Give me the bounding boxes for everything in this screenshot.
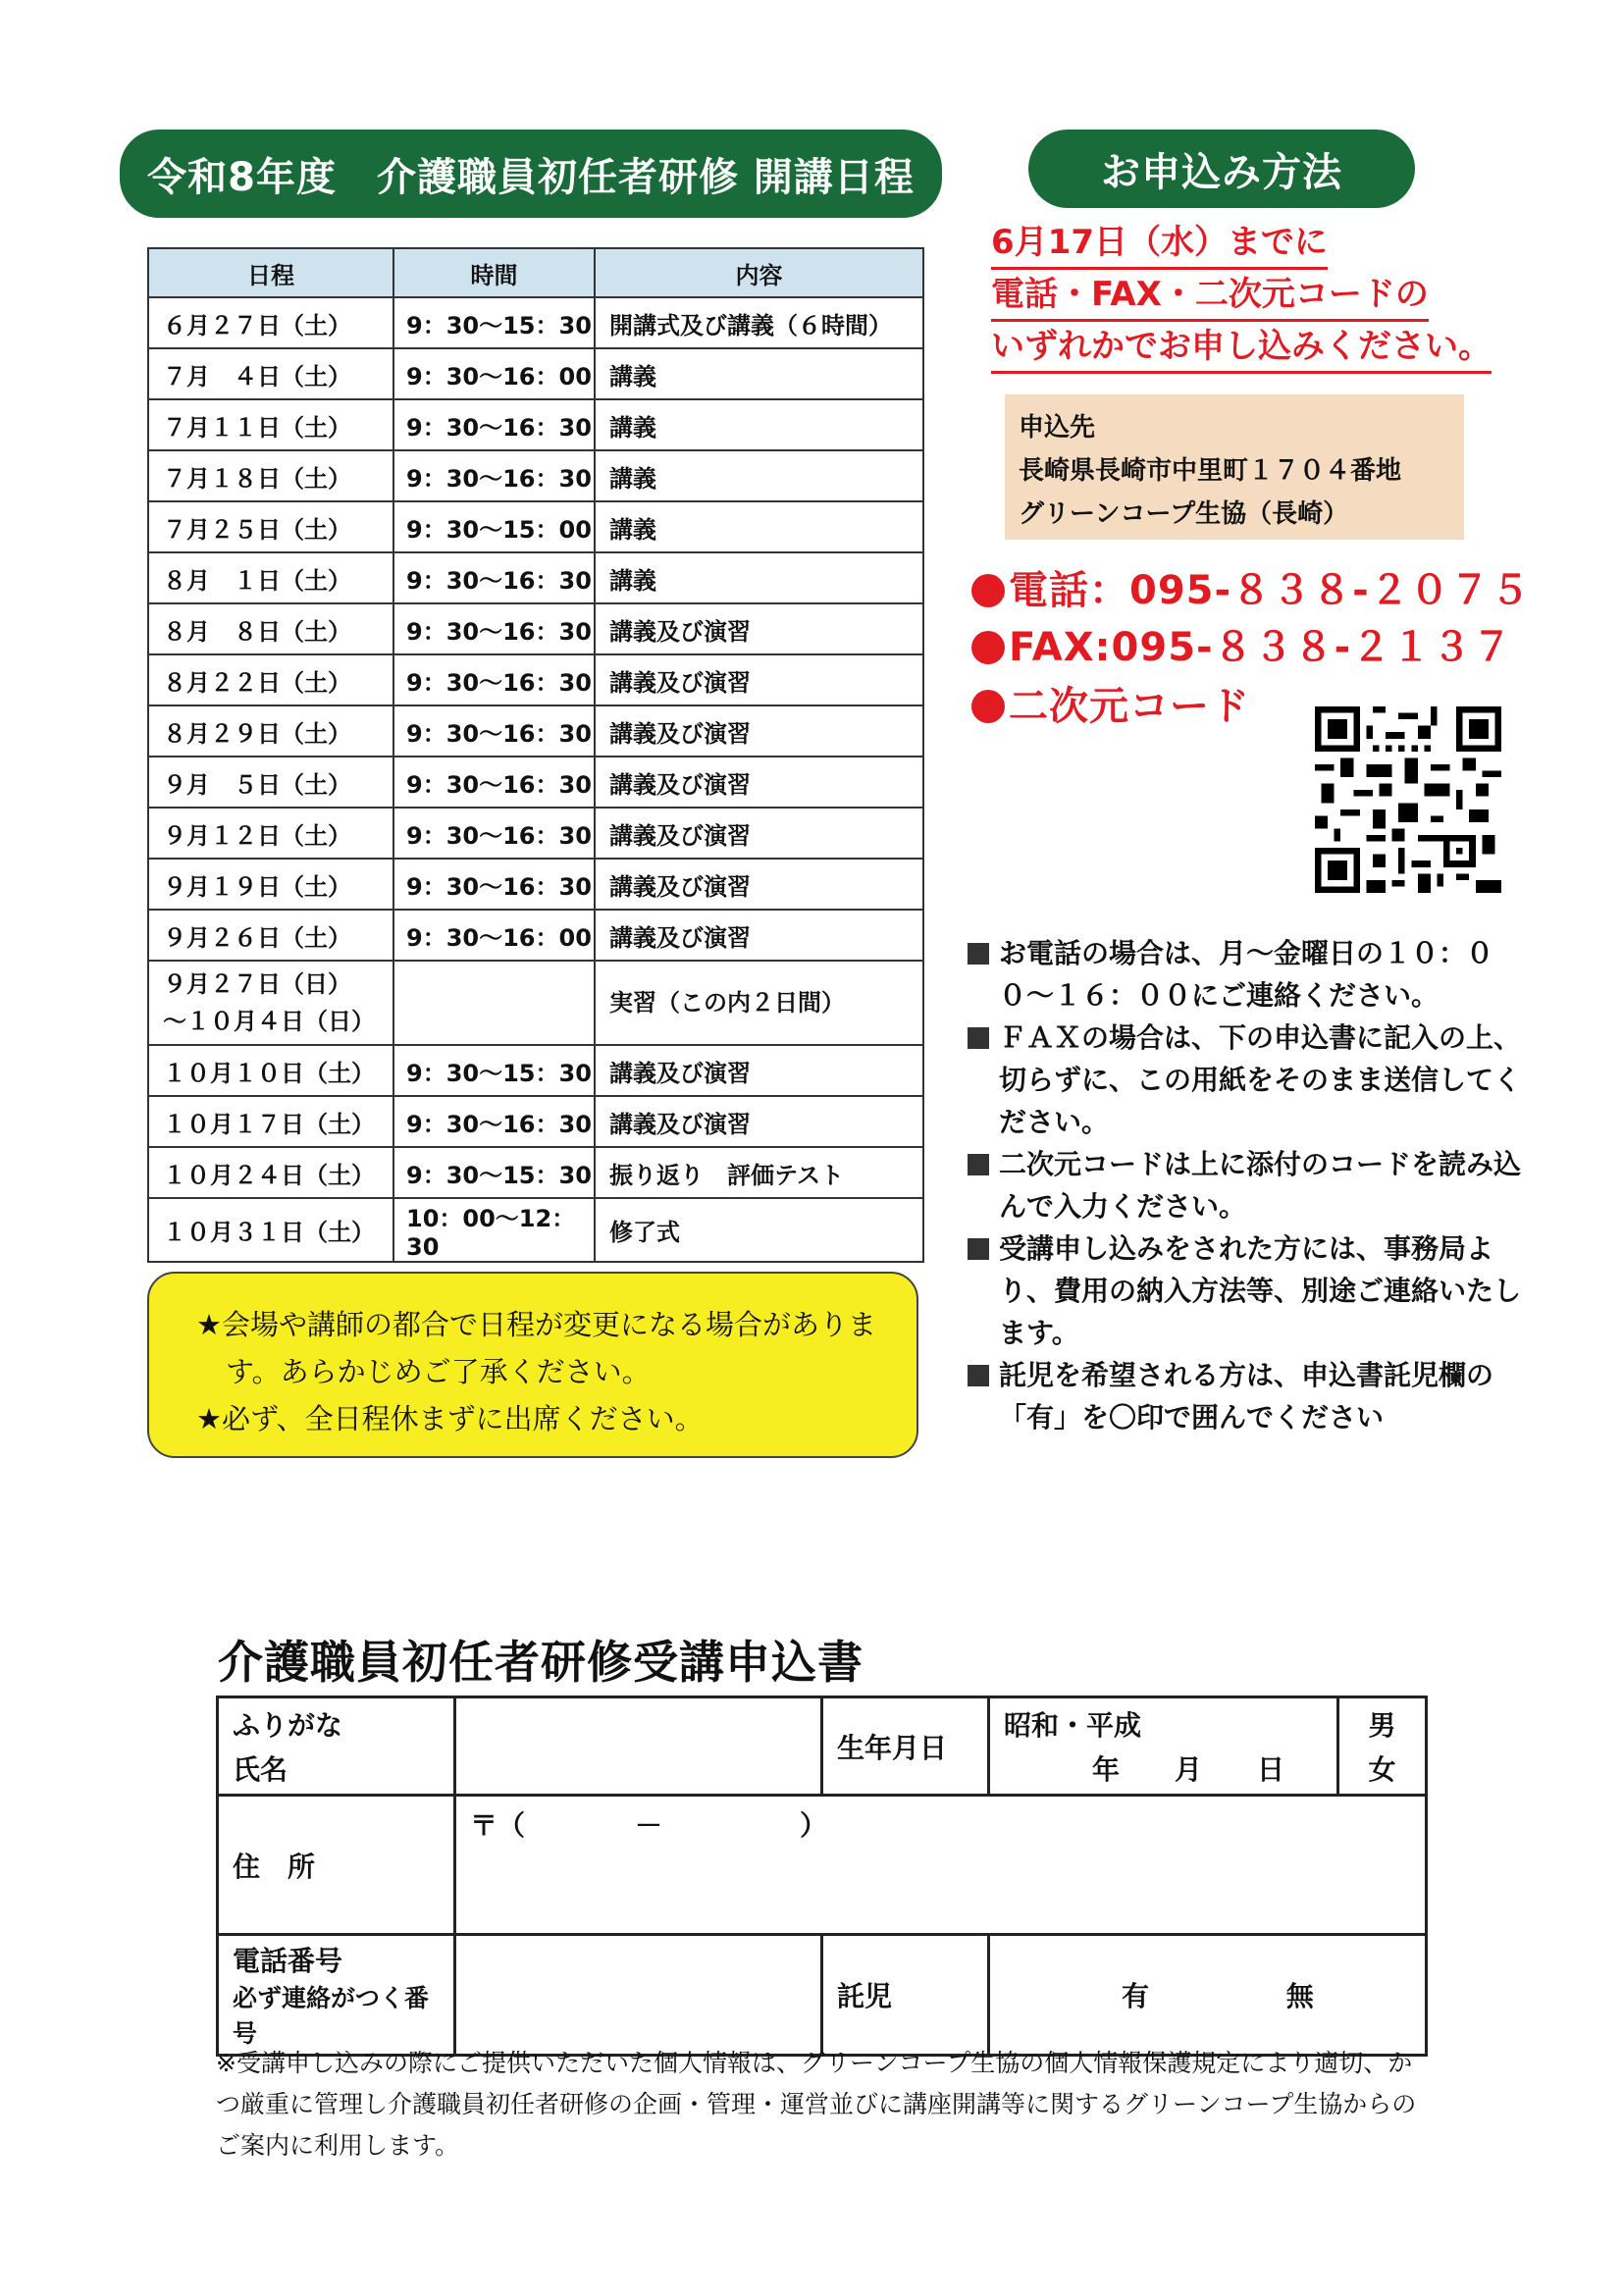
- info-text: お電話の場合は、月〜金曜日の１０：００〜１６：００にご連絡ください。: [999, 937, 1494, 1012]
- content-cell: 実習（この内２日間）: [595, 961, 923, 1045]
- schedule-notice-box: [147, 1272, 918, 1458]
- date-cell: ７月２５日（土）: [148, 501, 393, 552]
- table-row: [148, 1147, 923, 1198]
- deadline-line: 6月17日（水）までに: [991, 218, 1328, 270]
- content-cell: 講義及び演習: [595, 603, 923, 654]
- square-bullet-icon: [968, 1027, 989, 1049]
- content-cell: 講義及び演習: [595, 1045, 923, 1096]
- table-row: [148, 552, 923, 603]
- table-row: [148, 757, 923, 808]
- column-header-content: 内容: [595, 248, 923, 297]
- time-cell: 9：30〜15：30: [393, 1045, 595, 1096]
- table-row: [148, 501, 923, 552]
- info-text: 二次元コードは上に添付のコードを読み込んで入力ください。: [999, 1148, 1522, 1223]
- time-cell: 9：30〜15：30: [393, 297, 595, 348]
- content-cell: 講義: [595, 399, 923, 450]
- date-cell: ８月２９日（土）: [148, 705, 393, 757]
- notice-attendance: ★必ず、全日程休まずに出席ください。: [196, 1402, 704, 1435]
- list-item: [966, 1017, 1535, 1143]
- square-bullet-icon: [968, 943, 989, 965]
- phone-label-cell: [218, 1935, 455, 2056]
- info-text: 受講申し込みをされた方には、事務局より、費用の納入方法等、別途ご連絡いたします。: [999, 1232, 1522, 1349]
- content-cell: 講義及び演習: [595, 757, 923, 808]
- table-row: [148, 654, 923, 705]
- fax-number: FAX:095-８３８-２１３７: [1009, 625, 1513, 670]
- address-label: 住 所: [218, 1796, 455, 1935]
- date-cell: １０月２４日（土）: [148, 1147, 393, 1198]
- address-label: 申込先: [1019, 413, 1096, 443]
- table-row: [148, 1198, 923, 1262]
- list-item: [966, 1227, 1535, 1354]
- form-row-phone: [218, 1935, 1427, 2056]
- date-cell: ６月２７日（土）: [148, 297, 393, 348]
- square-bullet-icon: [968, 1238, 989, 1260]
- time-cell: 9：30〜16：30: [393, 859, 595, 910]
- date-cell: ８月２２日（土）: [148, 654, 393, 705]
- contact-info-list: [966, 932, 1535, 1438]
- table-row: [148, 910, 923, 961]
- gender-field[interactable]: [1338, 1697, 1427, 1796]
- date-cell: ９月１９日（土）: [148, 859, 393, 910]
- time-cell: 9：30〜16：30: [393, 705, 595, 757]
- fax-contact: [971, 616, 1512, 672]
- table-row: [148, 808, 923, 859]
- phone-field[interactable]: [455, 1935, 822, 2056]
- deadline-line: いずれかでお申し込みください。: [991, 322, 1492, 374]
- content-cell: 講義: [595, 348, 923, 399]
- time-cell: 9：30〜16：30: [393, 450, 595, 501]
- content-cell: 講義及び演習: [595, 654, 923, 705]
- content-cell: 講義及び演習: [595, 859, 923, 910]
- date-cell: ７月１８日（土）: [148, 450, 393, 501]
- date-cell: １０月１０日（土）: [148, 1045, 393, 1096]
- column-header-time: 時間: [393, 248, 595, 297]
- list-item: [966, 932, 1535, 1017]
- table-row: [148, 1045, 923, 1096]
- time-cell: 9：30〜16：30: [393, 654, 595, 705]
- list-item: [966, 1354, 1535, 1438]
- era-options[interactable]: 昭和・平成: [1004, 1709, 1142, 1743]
- date-cell: ９月１２日（土）: [148, 808, 393, 859]
- table-row: [148, 705, 923, 757]
- date-cell: ８月 ８日（土）: [148, 603, 393, 654]
- gender-male-option[interactable]: 男: [1368, 1709, 1396, 1743]
- info-text: 託児を希望される方は、申込書託児欄の「有」を〇印で囲んでください: [999, 1359, 1494, 1434]
- qr-code-label-row: [971, 675, 1250, 731]
- date-cell: １０月１７日（土）: [148, 1096, 393, 1147]
- content-cell: 講義及び演習: [595, 1096, 923, 1147]
- time-cell: 9：30〜16：30: [393, 399, 595, 450]
- ymd-label: 年 月 日: [1092, 1752, 1285, 1786]
- date-cell: ７月１１日（土）: [148, 399, 393, 450]
- furigana-label: ふりがな: [233, 1709, 343, 1743]
- deadline-notice: [991, 218, 1501, 374]
- table-row: [148, 603, 923, 654]
- name-field[interactable]: [455, 1697, 822, 1796]
- deadline-line: 電話・FAX・二次元コードの: [991, 270, 1429, 322]
- qr-code-label: 二次元コード: [1009, 684, 1250, 729]
- table-row: [148, 450, 923, 501]
- address-line: 長崎県長崎市中里町１７０４番地: [1019, 456, 1402, 486]
- square-bullet-icon: [968, 1154, 989, 1175]
- time-cell: 9：30〜16：30: [393, 552, 595, 603]
- time-cell: 9：30〜16：30: [393, 757, 595, 808]
- time-cell: [393, 961, 595, 1045]
- content-cell: 講義: [595, 552, 923, 603]
- schedule-table: [147, 247, 924, 1263]
- table-header-row: [148, 248, 923, 297]
- date-cell: １０月３１日（土）: [148, 1198, 393, 1262]
- date-cell: ７月 ４日（土）: [148, 348, 393, 399]
- square-bullet-icon: [968, 1365, 989, 1386]
- content-cell: 修了式: [595, 1198, 923, 1262]
- address-field[interactable]: [455, 1796, 1427, 1935]
- time-cell: 9：30〜15：30: [393, 1147, 595, 1198]
- bullet-icon: [971, 631, 1005, 664]
- column-header-date: 日程: [148, 248, 393, 297]
- date-cell: [148, 961, 393, 1045]
- time-cell: 9：30〜16：30: [393, 603, 595, 654]
- date-cell: ９月２６日（土）: [148, 910, 393, 961]
- name-label-cell: [218, 1697, 455, 1796]
- notice-schedule-change: ★会場や講師の都合で日程が変更になる場合があります。あらかじめご了承ください。: [196, 1308, 876, 1388]
- table-row: [148, 399, 923, 450]
- info-text: ＦＡＸの場合は、下の申込書に記入の上、切らずに、この用紙をそのまま送信してください。: [999, 1021, 1522, 1138]
- time-cell: 9：30〜16：00: [393, 348, 595, 399]
- date-cell: ８月 １日（土）: [148, 552, 393, 603]
- table-row: [148, 297, 923, 348]
- content-cell: 講義: [595, 501, 923, 552]
- birthdate-field[interactable]: [989, 1697, 1338, 1796]
- time-cell: 9：30〜16：30: [393, 808, 595, 859]
- phone-contact[interactable]: [971, 559, 1531, 615]
- content-cell: 講義及び演習: [595, 910, 923, 961]
- birthdate-label: 生年月日: [822, 1697, 989, 1796]
- date-end: 〜１０月４日（日）: [163, 1008, 375, 1035]
- childcare-label: 託児: [822, 1935, 989, 2056]
- date-cell: ９月 ５日（土）: [148, 757, 393, 808]
- table-row: [148, 348, 923, 399]
- table-row: [148, 859, 923, 910]
- address-box: [1005, 394, 1464, 540]
- schedule-title: 令和8年度 介護職員初任者研修 開講日程: [120, 130, 942, 218]
- table-row: [148, 961, 923, 1045]
- content-cell: 講義及び演習: [595, 705, 923, 757]
- form-row-address: [218, 1796, 1427, 1935]
- form-row-name: [218, 1697, 1427, 1796]
- application-method-title: お申込み方法: [1028, 130, 1415, 208]
- postal-code-field[interactable]: 〒（ － ）: [470, 1809, 828, 1842]
- time-cell: 9：30〜15：00: [393, 501, 595, 552]
- childcare-no-option[interactable]: 無: [1285, 1980, 1314, 2012]
- date-start: ９月２７日（日）: [163, 970, 351, 998]
- time-cell: 10：00〜12：30: [393, 1198, 595, 1262]
- time-cell: 9：30〜16：00: [393, 910, 595, 961]
- content-cell: 講義: [595, 450, 923, 501]
- table-row: [148, 1096, 923, 1147]
- gender-female-option[interactable]: 女: [1368, 1752, 1396, 1786]
- content-cell: 講義及び演習: [595, 808, 923, 859]
- childcare-field[interactable]: [989, 1935, 1427, 2056]
- qr-code-icon[interactable]: [1315, 706, 1501, 893]
- content-cell: 開講式及び講義（６時間）: [595, 297, 923, 348]
- time-cell: 9：30〜16：30: [393, 1096, 595, 1147]
- list-item: [966, 1143, 1535, 1227]
- phone-note: 必ず連絡がつく番号: [233, 1984, 430, 2048]
- content-cell: 振り返り 評価テスト: [595, 1147, 923, 1198]
- bullet-icon: [971, 574, 1005, 607]
- privacy-notice: ※受講申し込みの際にご提供いただいた個人情報は、グリーンコープ生協の個人情報保護規定により適切、かつ厳重に管理し介護職員初任者研修の企画・管理・運営並びに講座開講等に関するグリーンコープ生協からのご案内に利用します。: [216, 2049, 1417, 2160]
- childcare-yes-option[interactable]: 有: [1122, 1980, 1150, 2012]
- phone-label: 電話番号: [233, 1945, 343, 1977]
- address-line: グリーンコープ生協（長崎）: [1019, 499, 1349, 529]
- application-form: [216, 1696, 1428, 2057]
- bullet-icon: [971, 690, 1005, 723]
- name-label: 氏名: [233, 1752, 288, 1786]
- form-title: 介護職員初任者研修受講申込書: [218, 1636, 864, 1689]
- phone-number: 電話：095-８３８-２０７５: [1009, 568, 1531, 613]
